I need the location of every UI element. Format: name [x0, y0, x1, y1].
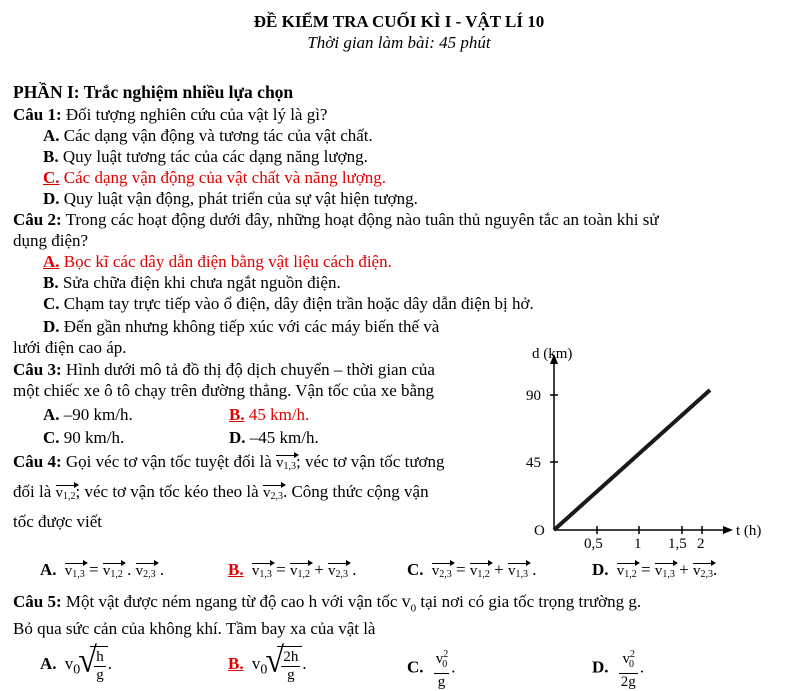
- option-text: Bọc kĩ các dây dẫn điện bằng vật liệu cách điện.: [59, 252, 392, 271]
- question-2-cont: dụng điện?: [13, 231, 89, 250]
- option-text: Các dạng vận động và tương tác của vật chất.: [59, 126, 373, 145]
- q4-option-b-correct[interactable]: B. $v_{1,3} = v_{1,2} + v_{2,3}$ .: [228, 560, 357, 580]
- question-text: Gọi véc tơ vận tốc tuyệt đối là: [61, 452, 277, 471]
- question-text: ; véc tơ vận tốc tương: [296, 452, 445, 471]
- q3-option-d[interactable]: [229, 428, 319, 448]
- question-3-cont: một chiếc xe ô tô chạy trên đường thẳng. Vận tốc của xe bằng: [13, 381, 435, 400]
- option-text: 90 km/h.: [59, 428, 125, 447]
- option-text: –90 km/h.: [59, 405, 133, 424]
- question-5-cont: Bỏ qua sức cản của không khí. Tầm bay xa của vật là: [13, 619, 376, 638]
- question-1: [13, 105, 327, 125]
- q4-option-a[interactable]: A. $v_{1,3} = v_{1,2}$ . $v_{2,3}$ .: [40, 560, 165, 580]
- x-axis-label: t (h): [736, 523, 762, 539]
- question-label: Câu 1:: [13, 105, 62, 124]
- option-letter: B.: [228, 560, 244, 579]
- exam-title: ĐỀ KIỂM TRA CUỐI KÌ I - VẬT LÍ 10: [253, 12, 545, 31]
- q5-option-c[interactable]: C. $\frac{v^2_0}{g}$ .: [407, 646, 456, 691]
- option-letter: D.: [592, 560, 609, 579]
- option-letter: C.: [43, 428, 60, 447]
- option-letter: A.: [40, 654, 57, 673]
- question-text: Một vật được ném ngang từ độ cao h với vận tốc: [61, 592, 402, 611]
- y-tick-label-45: 45: [526, 455, 541, 471]
- option-text: Quy luật tương tác của các dạng năng lượng.: [58, 147, 368, 166]
- option-letter: B.: [43, 273, 59, 292]
- q2-option-a-correct[interactable]: [43, 252, 392, 272]
- question-label: Câu 3:: [13, 360, 62, 379]
- q2-option-b[interactable]: [43, 273, 341, 293]
- graph-line: [554, 390, 710, 530]
- option-letter: A.: [43, 252, 60, 271]
- option-letter: D.: [43, 317, 60, 336]
- question-text: Đối tượng nghiên cứu của vật lý là gì?: [61, 105, 328, 124]
- x-axis-arrow: [723, 526, 733, 534]
- option-letter: D.: [592, 657, 609, 677]
- option-letter: B.: [229, 405, 245, 424]
- q5-option-d[interactable]: D. $\frac{v^2_0}{2g}$ .: [592, 646, 644, 691]
- question-4: [13, 452, 445, 474]
- origin-label: O: [534, 523, 545, 539]
- q1-option-b[interactable]: [43, 147, 368, 167]
- q2-option-d[interactable]: [43, 317, 439, 337]
- q1-option-c-correct[interactable]: [43, 168, 386, 188]
- option-text: 45 km/h.: [244, 405, 310, 424]
- option-text: –45 km/h.: [245, 428, 319, 447]
- question-text: Trong các hoạt động dưới đây, những hoạt động nào tuân thủ nguyên tắc an toàn khi sử: [61, 210, 659, 229]
- option-letter: D.: [229, 428, 246, 447]
- option-letter: A.: [43, 405, 60, 424]
- question-3: [13, 360, 435, 380]
- q4-option-c[interactable]: C. $v_{2,3} = v_{1,2} + v_{1,3}$ .: [407, 560, 537, 580]
- vector-v13: $v_{1,3}$: [276, 455, 297, 472]
- question-4-cont2: tốc được viết: [13, 512, 103, 531]
- question-2: [13, 210, 659, 230]
- q2-option-c[interactable]: [43, 294, 534, 314]
- option-text: Quy luật vận động, phát triển của sự vật hiện tượng.: [59, 189, 418, 208]
- vector-v12: $v_{1,2}$: [55, 485, 76, 502]
- option-text: Đến gần nhưng không tiếp xúc với các máy biến thế và: [59, 317, 440, 336]
- question-text: Hình dưới mô tả đồ thị độ dịch chuyển – thời gian của: [61, 360, 435, 379]
- option-letter: D.: [43, 189, 60, 208]
- option-letter: C.: [43, 294, 60, 313]
- option-text: Các dạng vận động của vật chất và năng lượng.: [59, 168, 386, 187]
- option-letter: C.: [407, 657, 424, 677]
- q5-option-b-correct[interactable]: B. $v_0$ √ $\frac{2h}{g}$ .: [228, 646, 307, 688]
- question-label: Câu 4:: [13, 452, 62, 471]
- option-letter: C.: [407, 560, 424, 579]
- option-text: Sửa chữa điện khi chưa ngắt nguồn điện.: [58, 273, 341, 292]
- q5-option-a[interactable]: A. $v_0$ √ $\frac{h}{g}$ .: [40, 646, 112, 688]
- vector-v23: $v_{2,3}$: [262, 485, 283, 502]
- option-letter: C.: [43, 168, 60, 187]
- q3-option-b-correct[interactable]: [229, 405, 309, 425]
- q2-option-d-cont: lưới điện cao áp.: [13, 338, 127, 357]
- option-letter: B.: [228, 654, 244, 673]
- y-tick-label-90: 90: [526, 388, 541, 404]
- question-label: Câu 2:: [13, 210, 62, 229]
- q3-option-c[interactable]: [43, 428, 124, 448]
- question-4-cont: đối là $v_{1,2}$; véc tơ vận tốc kéo theo là $v_{2,3}$. Công thức cộng vận: [13, 482, 429, 502]
- part1-heading: PHẦN I: Trắc nghiệm nhiều lựa chọn: [13, 82, 294, 102]
- x-tick-label: 0,5: [584, 536, 603, 552]
- question-text: tại nơi có gia tốc trọng trường g.: [416, 592, 642, 611]
- displacement-time-graph: [520, 340, 785, 555]
- q3-option-a[interactable]: [43, 405, 133, 425]
- y-axis-label: d (km): [532, 346, 573, 362]
- x-tick-label: 1,5: [668, 536, 687, 552]
- option-letter: B.: [43, 147, 59, 166]
- q1-option-d[interactable]: [43, 189, 418, 209]
- question-5: Câu 5: Một vật được ném ngang từ độ cao h với vận tốc $v_0$ tại nơi có gia tốc trọng trường g.: [13, 591, 642, 615]
- option-letter: A.: [43, 126, 60, 145]
- option-text: Chạm tay trực tiếp vào ổ điện, dây điện trần hoặc dây dẫn điện bị hở.: [59, 294, 534, 313]
- q1-option-a[interactable]: [43, 126, 373, 146]
- question-label: Câu 5:: [13, 592, 62, 611]
- q4-option-d[interactable]: D. $v_{1,2} = v_{1,3} + v_{2,3}$.: [592, 560, 718, 580]
- exam-duration: Thời gian làm bài: 45 phút: [307, 33, 491, 52]
- x-tick-label: 2: [697, 536, 705, 552]
- option-letter: A.: [40, 560, 57, 579]
- x-tick-label: 1: [634, 536, 642, 552]
